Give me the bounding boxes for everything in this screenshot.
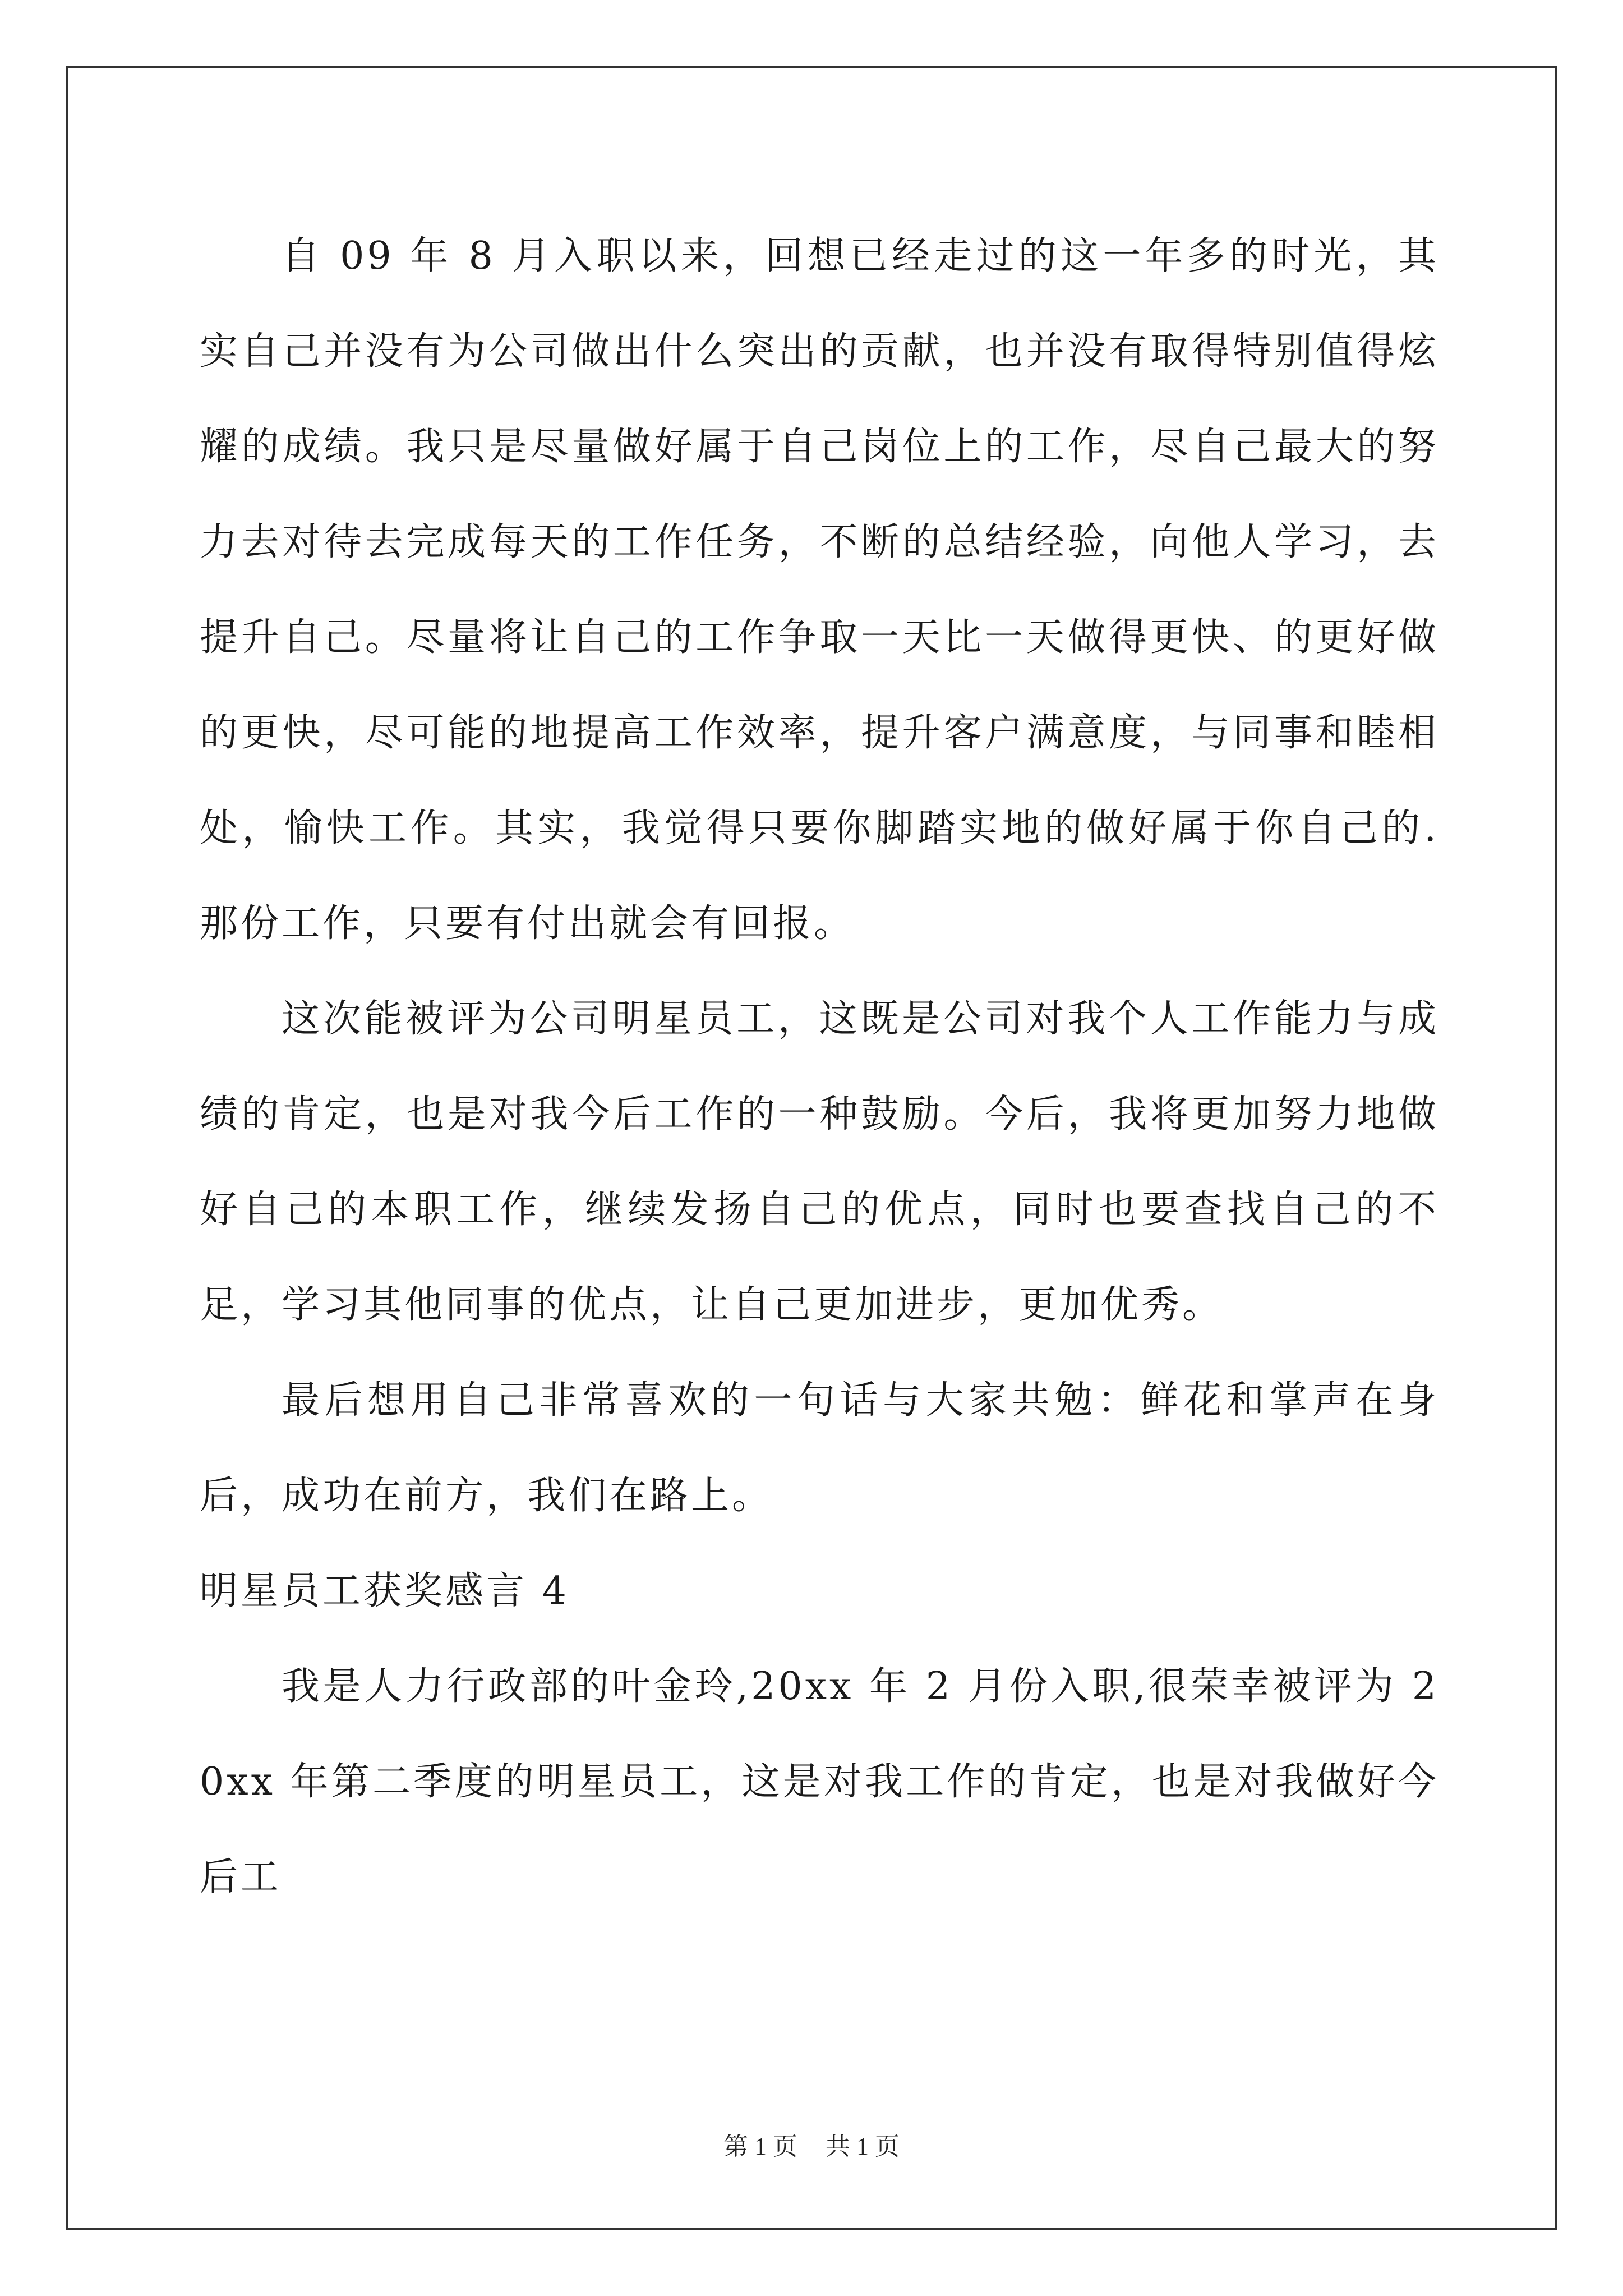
- paragraph-1: 自 09 年 8 月入职以来，回想已经走过的这一年多的时光，其实自己并没有为公司做出什么突出的贡献，也并没有取得特别值得炫耀的成绩。我只是尽量做好属于自己岗位上的工作，尽自己最大的努力去对待去完成每天的工作任务，不断的总结经验，向他人学习，去提升自己。尽量将让自己的工作争取一天比一天做得更快、的更好做的更快，尽可能的地提高工作效率，提升客户满意度，与同事和睦相处，愉快工作。其实，我觉得只要你脚踏实地的做好属于你自己的.那份工作，只要有付出就会有回报。: [200, 234, 1439, 946]
- page-number: 第 1 页: [723, 2133, 797, 2160]
- page-total: 共 1 页: [826, 2133, 900, 2160]
- paragraph-4: 我是人力行政部的叶金玲,20xx 年 2 月份入职,很荣幸被评为 20xx 年第二季度的明星员工，这是对我工作的肯定，也是对我做好今后工: [200, 1664, 1439, 1899]
- paragraph-3: 最后想用自己非常喜欢的一句话与大家共勉：鲜花和掌声在身后，成功在前方，我们在路上。: [200, 1378, 1439, 1518]
- document-body: [200, 209, 1439, 1925]
- page-footer: [0, 2126, 1623, 2162]
- paragraph-2: 这次能被评为公司明星员工，这既是公司对我个人工作能力与成绩的肯定，也是对我今后工作的一种鼓励。今后，我将更加努力地做好自己的本职工作，继续发扬自己的优点，同时也要查找自己的不足，学习其他同事的优点，让自己更加进步，更加优秀。: [200, 997, 1439, 1327]
- section-heading: 明星员工获奖感言 4: [200, 1569, 569, 1613]
